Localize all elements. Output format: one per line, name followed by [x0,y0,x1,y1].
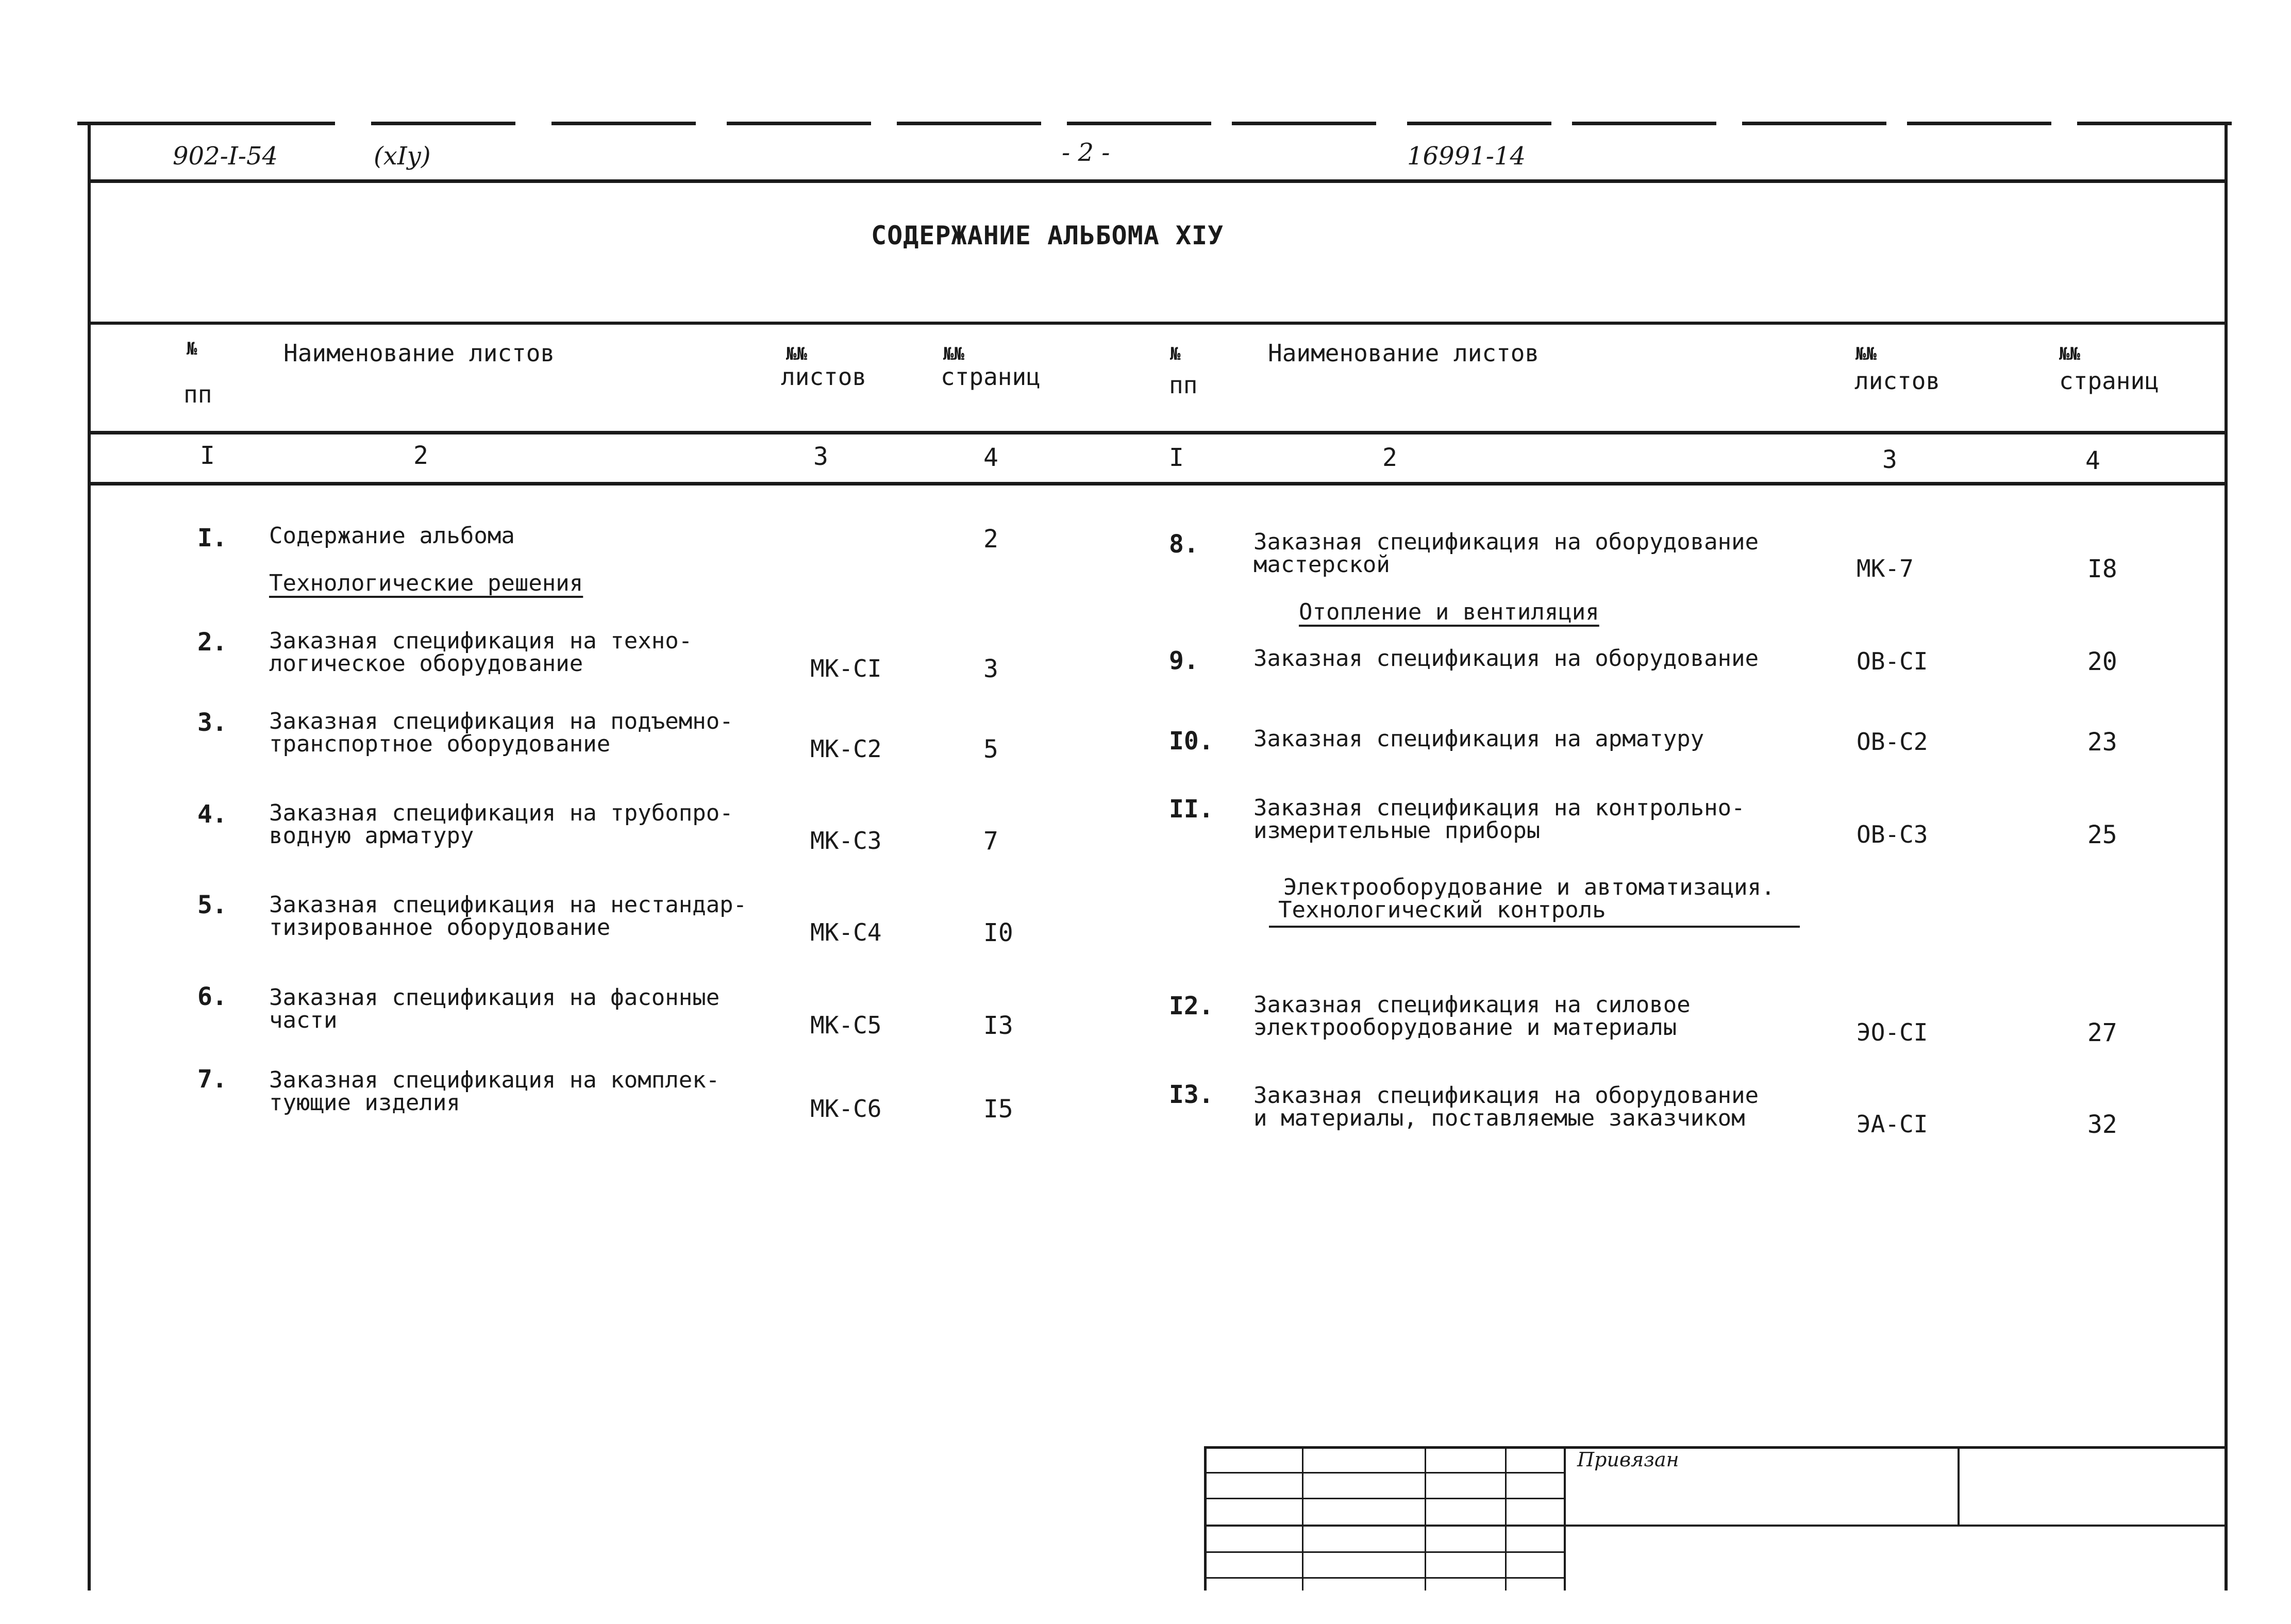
left-item-2-page: 3 [983,655,998,683]
left-item-7-line2: тующие изделия [269,1090,460,1116]
right-item-13-line1: Заказная спецификация на оборудование [1253,1082,1759,1109]
left-index-2: 2 [413,441,428,470]
left-name-header: Наименование листов [283,339,555,367]
page-title: СОДЕРЖАНИЕ АЛЬБОМА XIУ [871,221,1224,250]
header-stamp-line [88,179,2228,183]
right-item-8-line1: Заказная спецификация на оборудование [1253,529,1759,555]
project-code: 902-I-54 [173,142,278,171]
title-bottom-line [88,322,2228,325]
right-item-10-page: 23 [2087,728,2117,757]
left-item-6-line2: части [269,1007,338,1033]
left-item-4-line1: Заказная спецификация на трубопро- [269,800,733,826]
right-item-13-page: 32 [2087,1110,2117,1139]
left-item-5-line1: Заказная спецификация на нестандар- [269,892,747,918]
right-item-13-line2: и материалы, поставляемые заказчиком [1253,1105,1745,1131]
section-technological-solutions: Технологические решения [269,570,583,596]
right-item-11-line1: Заказная спецификация на контрольно- [1253,795,1745,821]
frame-right-border [2225,122,2228,1590]
left-item-5-page: I0 [983,918,1013,947]
right-index-3: 3 [1882,445,1897,474]
left-pages-header: страниц [941,363,1041,391]
left-item-5-line2: тизированное оборудование [269,914,611,941]
left-item-7-num: 7. [197,1065,227,1094]
left-item-7-line1: Заказная спецификация на комплек- [269,1067,720,1093]
left-item-4-page: 7 [983,827,998,856]
left-item-7-page: I5 [983,1095,1013,1124]
right-item-10-line1: Заказная спецификация на арматуру [1253,726,1704,752]
left-item-1-page: 2 [983,525,998,554]
left-sheets-symbol: №№ [786,344,807,364]
left-index-1: I [200,441,215,470]
right-item-9-line1: Заказная спецификация на оборудование [1253,645,1759,672]
right-sheets-header: листов [1854,367,1941,395]
section-electrical-underline [1269,926,1800,928]
section-heating-ventilation: Отопление и вентиляция [1299,599,1599,625]
right-item-11-code: ОВ-С3 [1857,821,1928,848]
right-item-10-num: I0. [1169,727,1214,756]
right-num-symbol: № [1170,344,1181,364]
left-item-6-code: МК-С5 [810,1011,882,1039]
right-item-13-code: ЭА-СI [1857,1110,1928,1138]
right-item-12-line1: Заказная спецификация на силовое [1253,992,1691,1018]
left-num-label: пп [183,380,212,408]
column-index-bottom-line [88,482,2228,485]
right-index-1: I [1169,443,1184,472]
left-item-3-page: 5 [983,735,998,764]
right-item-11-num: II. [1169,795,1214,824]
left-item-2-code: МК-СI [810,655,882,682]
right-item-9-code: ОВ-СI [1857,647,1928,675]
column-header-bottom-line [88,431,2228,434]
album-number: (xIy) [374,142,431,171]
right-num-label: пп [1169,371,1198,399]
left-item-1-name: Содержание альбома [269,523,515,549]
right-index-2: 2 [1382,443,1397,472]
left-item-6-page: I3 [983,1011,1013,1040]
left-sheets-header: листов [781,363,867,391]
left-item-3-line1: Заказная спецификация на подъемно- [269,708,733,734]
left-item-6-line1: Заказная спецификация на фасонные [269,984,720,1011]
left-item-3-num: 3. [197,708,227,737]
right-sheets-symbol: №№ [1855,344,1877,364]
left-index-3: 3 [813,442,828,471]
right-item-12-page: 27 [2087,1018,2117,1047]
right-index-4: 4 [2085,446,2100,475]
left-item-5-num: 5. [197,891,227,919]
right-item-8-line2: мастерской [1253,551,1390,578]
page-number: - 2 - [1062,138,1110,167]
right-item-10-code: ОВ-С2 [1857,728,1928,756]
frame-left-border [88,122,91,1590]
right-item-8-num: 8. [1169,530,1199,559]
left-item-6-num: 6. [197,982,227,1011]
right-item-12-num: I2. [1169,992,1214,1020]
left-item-4-code: МК-С3 [810,827,882,855]
left-pages-symbol: №№ [943,344,964,364]
left-item-1-num: I. [197,524,227,553]
left-item-2-line1: Заказная спецификация на техно- [269,628,693,654]
right-item-13-num: I3. [1169,1080,1214,1109]
section-process-control-title: Технологический контроль [1278,897,1606,923]
left-num-symbol: № [187,339,197,359]
left-item-7-code: МК-С6 [810,1095,882,1123]
right-item-9-num: 9. [1169,646,1199,675]
attached-label: Привязан [1577,1448,1679,1471]
right-item-11-line2: измерительные приборы [1253,817,1541,844]
right-item-12-code: ЭО-СI [1857,1018,1928,1046]
left-item-2-num: 2. [197,628,227,657]
document-number: 16991-14 [1407,142,1526,171]
right-pages-symbol: №№ [2059,344,2080,364]
left-index-4: 4 [983,443,998,472]
left-item-5-code: МК-С4 [810,918,882,946]
right-item-12-line2: электрооборудование и материалы [1253,1014,1677,1041]
right-item-11-page: 25 [2087,821,2117,849]
right-item-8-code: МК-7 [1857,555,1914,582]
left-item-4-num: 4. [197,800,227,829]
right-item-9-page: 20 [2087,647,2117,676]
left-item-4-line2: водную арматуру [269,823,474,849]
right-name-header: Наименование листов [1268,339,1540,367]
section-electrical-title: Электрооборудование и автоматизация. [1283,874,1775,900]
left-item-2-line2: логическое оборудование [269,650,583,677]
left-item-3-code: МК-С2 [810,735,882,763]
right-item-8-page: I8 [2087,555,2117,583]
left-item-3-line2: транспортное оборудование [269,731,611,757]
right-pages-header: страниц [2059,367,2159,395]
